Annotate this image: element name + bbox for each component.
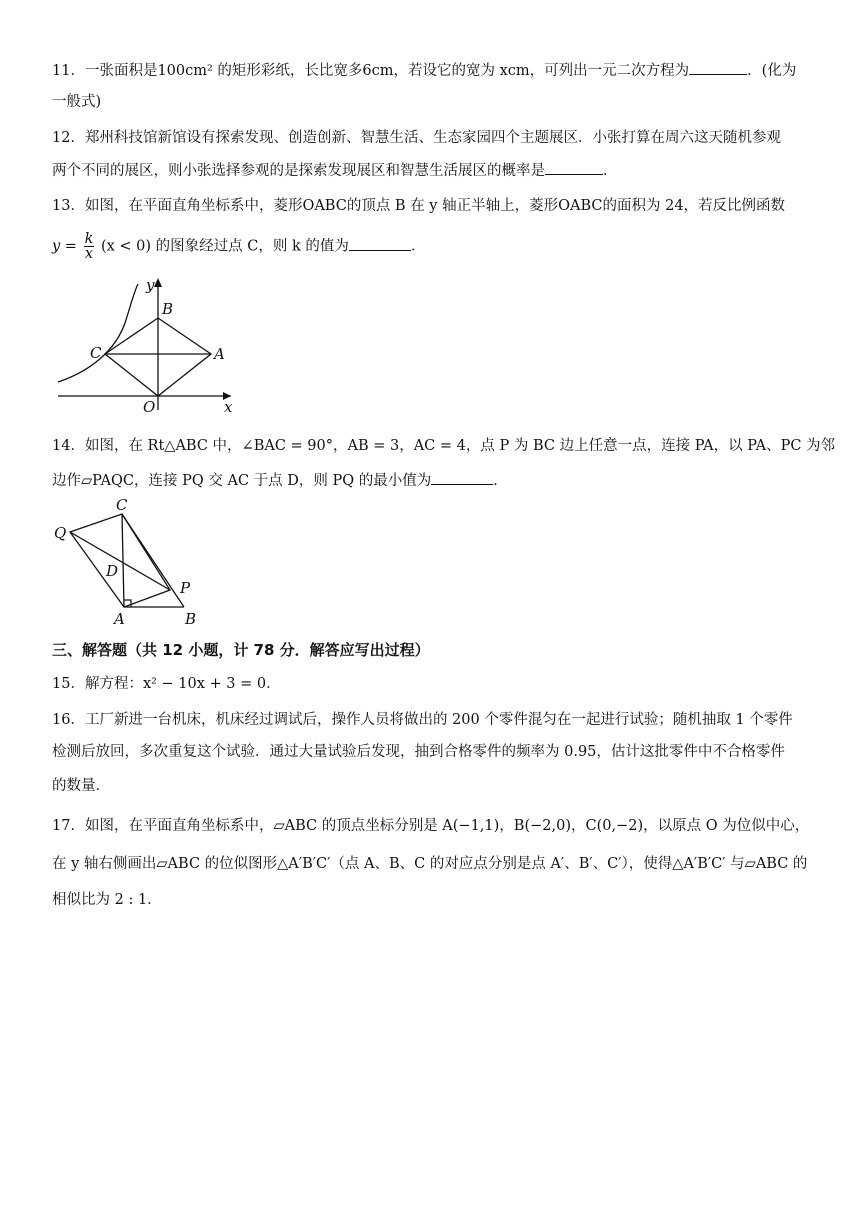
q13-answer-blank[interactable] <box>349 236 411 251</box>
q13-label-c: C <box>90 344 102 362</box>
q14-label-q: Q <box>54 524 67 542</box>
q12-line2 <box>52 160 618 181</box>
q13-label-o: O <box>143 398 156 416</box>
q17-line1: 17．如图，在平面直角坐标系中，▱ABC 的顶点坐标分别是 A(−1,1)，B(−2,0)，C(0,−2)，以原点 O 为位似中心， <box>52 818 810 834</box>
q17-line2: 在 y 轴右侧画出▱ABC 的位似图形△A′B′C′（点 A、B、C 的对应点分别是点 A′、B′、C′），使得△A′B′C′ 与▱ABC 的 <box>52 856 808 872</box>
q13-line1: 13．如图，在平面直角坐标系中，菱形OABC的顶点 B 在 y 轴正半轴上，菱形OABC的面积为 24，若反比例函数 <box>52 198 786 214</box>
q13-label-x: x <box>224 398 233 416</box>
q14-answer-blank[interactable] <box>431 470 493 485</box>
q11-text: 11．一张面积是100cm² 的矩形彩纸，长比宽多6cm，若设它的宽为 xcm，可列出一元二次方程为 <box>52 63 690 79</box>
q13-frac-den: x <box>84 246 94 262</box>
q14-line2 <box>52 470 508 491</box>
q13-label-y: y <box>146 276 155 294</box>
q11-line1 <box>52 60 796 81</box>
q13-label-a: A <box>214 345 225 363</box>
q17-line3: 相似比为 2 : 1． <box>52 892 162 908</box>
q13-label-b: B <box>162 300 174 318</box>
q13-y-arrow <box>154 278 162 287</box>
q14-side-ac <box>122 514 124 607</box>
q12-line1: 12．郑州科技馆新馆设有探索发现、创造创新、智慧生活、生态家园四个主题展区．小张打算在周六这天随机参观 <box>52 130 781 146</box>
q14-segment-pq <box>70 532 170 590</box>
q14-line1: 14．如图，在 Rt△ABC 中，∠BAC = 90°，AB = 3，AC = 4，点 P 为 BC 边上任意一点，连接 PA，以 PA、PC 为邻 <box>52 438 836 454</box>
q13-figure <box>48 272 248 422</box>
q11-text-end: ．(化为 <box>747 63 797 79</box>
q14-label-p: P <box>180 579 191 597</box>
q11-line2: 一般式) <box>52 94 102 110</box>
q13-hyperbola <box>58 284 138 382</box>
q12-text-end: ． <box>603 163 618 179</box>
q14-label-d: D <box>106 562 119 580</box>
q14-text: 边作▱PAQC，连接 PQ 交 AC 于点 D，则 PQ 的最小值为 <box>52 473 432 489</box>
q14-label-b: B <box>185 610 197 628</box>
q16-line2: 检测后放回，多次重复这个试验．通过大量试验后发现，抽到合格零件的频率为 0.95，估计这批零件中不合格零件 <box>52 744 785 760</box>
q13-func-y: y = <box>52 238 77 255</box>
q13-line2 <box>52 232 425 261</box>
q13-frac-num: k <box>84 231 94 247</box>
q13-text-end: ． <box>410 238 426 255</box>
q14-text-end: ． <box>493 473 508 489</box>
q13-text: (x < 0) 的图象经过点 C，则 k 的值为 <box>100 238 349 255</box>
q16-line3: 的数量． <box>52 778 110 794</box>
q13-fraction <box>84 232 95 261</box>
q11-answer-blank[interactable] <box>689 60 747 75</box>
q12-answer-blank[interactable] <box>545 160 603 175</box>
q14-side-bc <box>122 514 184 607</box>
q16-line1: 16．工厂新进一台机床，机床经过调试后，操作人员将做出的 200 个零件混匀在一起进行试验；随机抽取 1 个零件 <box>52 712 793 728</box>
q14-label-c: C <box>116 496 128 514</box>
q15-line: 15．解方程：x² − 10x + 3 = 0． <box>52 676 281 692</box>
section-3-heading: 三、解答题（共 12 小题，计 78 分．解答应写出过程） <box>52 641 430 659</box>
q12-text: 两个不同的展区，则小张选择参观的是探索发现展区和智慧生活展区的概率是 <box>52 163 545 179</box>
q14-label-a: A <box>114 610 125 628</box>
q14-figure <box>48 496 218 631</box>
